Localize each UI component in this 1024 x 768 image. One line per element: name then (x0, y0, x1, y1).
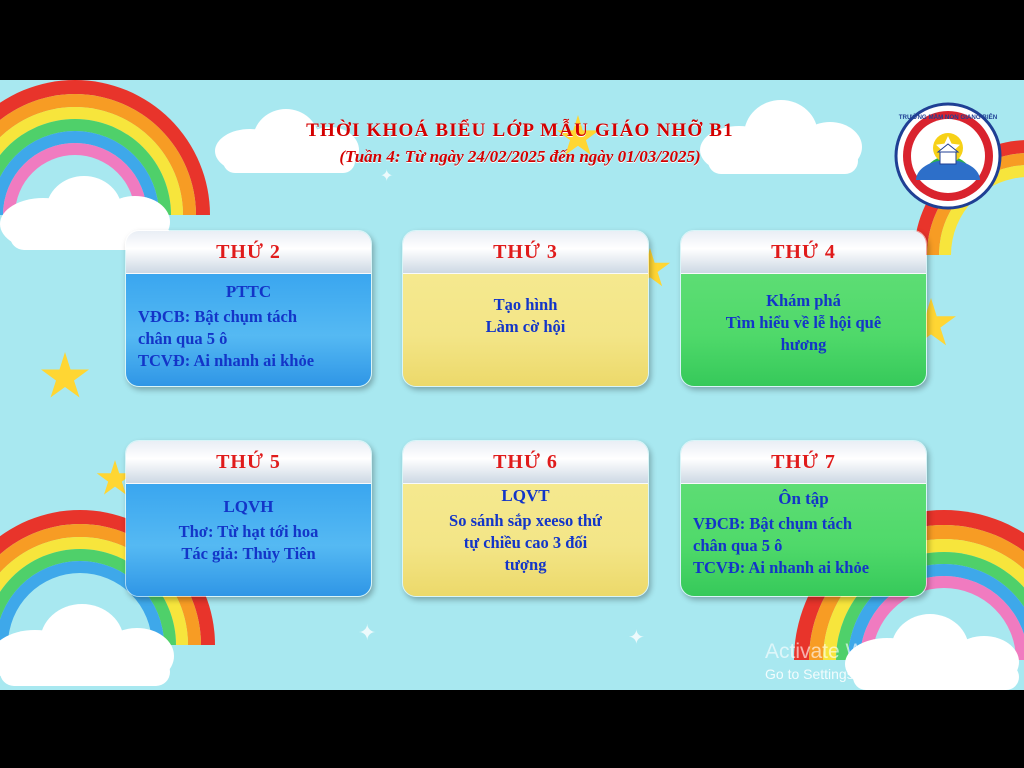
page-title: THỜI KHOÁ BIỂU LỚP MẪU GIÁO NHỠ B1 (306, 120, 734, 141)
activity-line: Khám phá (766, 291, 841, 310)
activate-windows-watermark (765, 640, 986, 682)
activity-line: VĐCB: Bật chụm tách (138, 307, 298, 326)
schedule-card-header (681, 441, 926, 484)
activity-line: Làm cờ hội (485, 316, 566, 336)
schedule-card-header (126, 441, 371, 484)
cloud-bottom-left (0, 600, 180, 686)
schedule-card-thu-2[interactable] (125, 230, 372, 387)
activity-line: tự chiều cao 3 đối (463, 532, 588, 552)
activity-line: TCVĐ: Ai nhanh ai khỏe (138, 350, 315, 370)
schedule-card-body (403, 484, 648, 596)
schedule-card-thu-3[interactable] (402, 230, 649, 387)
activity-line: tượng (504, 554, 547, 574)
subject-label: Ôn tập (778, 489, 829, 508)
activity-line: chân qua 5 ô (138, 328, 228, 348)
sparkle-decoration-1: ✦ (358, 620, 377, 645)
slide-canvas (0, 80, 1024, 690)
schedule-card-thu-4[interactable] (680, 230, 927, 387)
subject-label: PTTC (225, 282, 272, 301)
activity-line: Tạo hình (493, 295, 558, 314)
schedule-card-header (403, 231, 648, 274)
watermark-subtitle: Go to Settings to activate Windows. (765, 666, 986, 682)
page-title-block (250, 120, 790, 167)
schedule-card-body (681, 484, 926, 596)
day-label: THỨ 5 (216, 450, 281, 473)
activity-line: TCVĐ: Ai nhanh ai khỏe (693, 557, 870, 577)
star-decoration-left (40, 352, 90, 402)
day-label: THỨ 4 (771, 240, 836, 263)
schedule-card-header (681, 231, 926, 274)
schedule-card-body (126, 484, 371, 596)
schedule-card-header (403, 441, 648, 484)
subject-label: LQVT (501, 486, 550, 505)
schedule-card-body (403, 274, 648, 386)
day-label: THỨ 6 (493, 450, 558, 473)
activity-line: chân qua 5 ô (693, 535, 783, 555)
subject-label: LQVH (223, 497, 274, 516)
sparkle-decoration-3: ✦ (380, 168, 394, 185)
schedule-card-thu-6[interactable] (402, 440, 649, 597)
watermark-title: Activate Windows (765, 639, 931, 663)
day-label: THỨ 7 (771, 450, 836, 473)
schedule-card-body (126, 274, 371, 386)
day-label: THỨ 3 (493, 240, 558, 263)
page-subtitle: (Tuần 4: Từ ngày 24/02/2025 đến ngày 01/03/2025) (339, 147, 701, 166)
schedule-card-header (126, 231, 371, 274)
activity-line: hương (780, 334, 827, 354)
schedule-card-body (681, 274, 926, 386)
day-label: THỨ 2 (216, 240, 281, 263)
logo-top-text: TRƯỜNG MẦM NON GIANG BIÊN (898, 114, 998, 121)
school-logo (894, 102, 1002, 210)
activity-line: VĐCB: Bật chụm tách (693, 514, 853, 533)
activity-line: So sánh sắp xeeso thứ (449, 511, 602, 530)
sparkle-decoration-2: ✦ (628, 627, 645, 649)
activity-line: Tìm hiểu về lễ hội quê (725, 312, 882, 332)
activity-line: Thơ: Từ hạt tới hoa (178, 522, 319, 541)
activity-line: Tác giả: Thủy Tiên (181, 543, 316, 563)
schedule-card-thu-5[interactable] (125, 440, 372, 597)
schedule-card-thu-7[interactable] (680, 440, 927, 597)
